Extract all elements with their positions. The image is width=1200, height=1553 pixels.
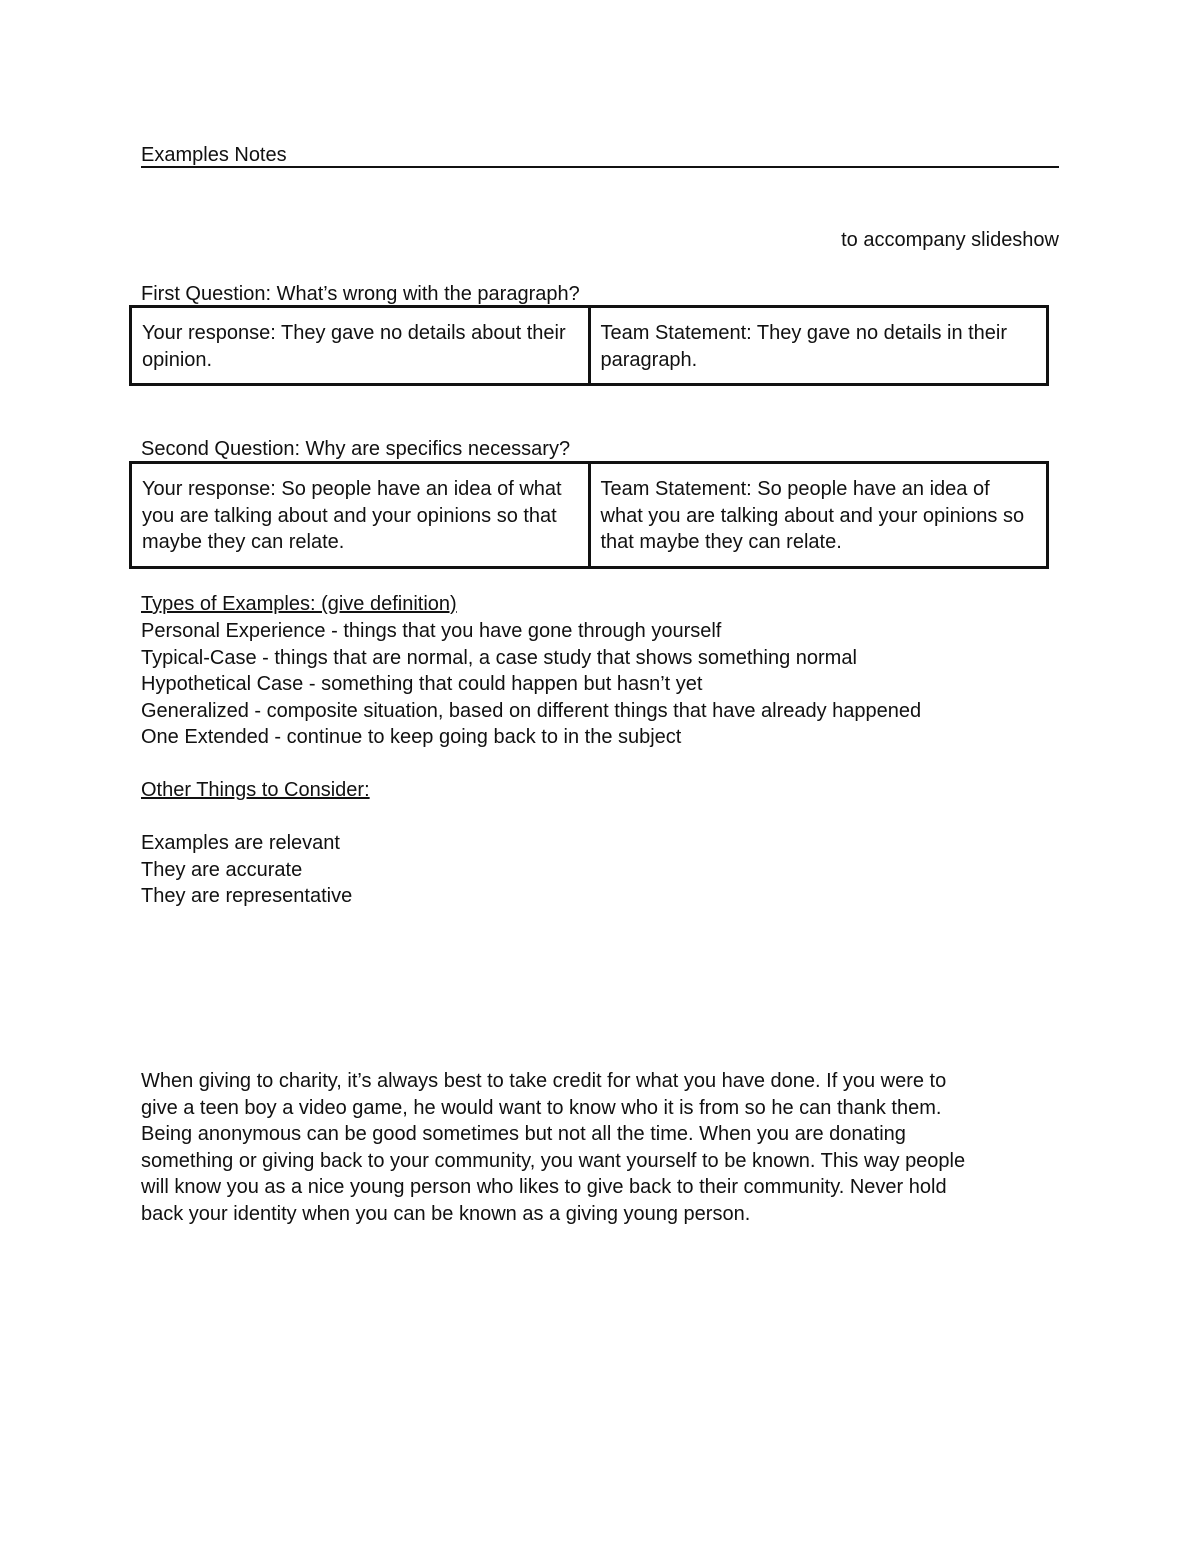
list-item: They are accurate (141, 858, 303, 881)
your-response-cell: Your response: So people have an idea of what you are talking about and your opinions so that maybe they can relate. (131, 463, 590, 568)
team-statement-cell: Team Statement: They gave no details in their paragraph. (589, 307, 1048, 385)
document-subtitle: to accompany slideshow (841, 229, 1059, 251)
list-item: Personal Experience - things that you have gone through yourself (141, 620, 722, 642)
first-question-prompt: First Question: What’s wrong with the paragraph? (141, 283, 580, 305)
team-statement-cell: Team Statement: So people have an idea of what you are talking about and your opinions so that maybe they can relate. (589, 463, 1048, 568)
list-item: They are representative (141, 885, 353, 908)
table-row (131, 307, 1048, 385)
your-response-cell: Your response: They gave no details about their opinion. (131, 307, 590, 385)
second-question-response-table (129, 461, 1049, 569)
list-item: One Extended - continue to keep going back to in the subject (141, 726, 682, 749)
table-row (131, 463, 1048, 568)
sample-paragraph: When giving to charity, it’s always best to take credit for what you have done. If you were to give a teen boy a video game, he would want to know who it is from so he can thank them. Being anonymous can be good sometimes but not all the time. When you are donating something or giving back to your community, you want yourself to be known. This way people will know you as a nice young person who likes to give back to their community. Never hold back your identity when you can be known as a giving young person. (141, 1070, 966, 1225)
other-things-heading: Other Things to Consider: (141, 779, 370, 801)
list-item: Generalized - composite situation, based on different things that have already happened (141, 699, 922, 722)
title-underline-rule (141, 166, 1059, 168)
list-item: Typical-Case - things that are normal, a case study that shows something normal (141, 646, 857, 669)
types-of-examples-heading: Types of Examples: (give definition) (141, 593, 457, 615)
list-item: Examples are relevant (141, 832, 340, 854)
document-title: Examples Notes (141, 144, 287, 166)
second-question-prompt: Second Question: Why are specifics necessary? (141, 438, 571, 460)
other-things-list (141, 830, 352, 910)
list-item: Hypothetical Case - something that could happen but hasn’t yet (141, 673, 703, 696)
first-question-response-table (129, 305, 1049, 386)
types-of-examples-list (141, 618, 921, 751)
